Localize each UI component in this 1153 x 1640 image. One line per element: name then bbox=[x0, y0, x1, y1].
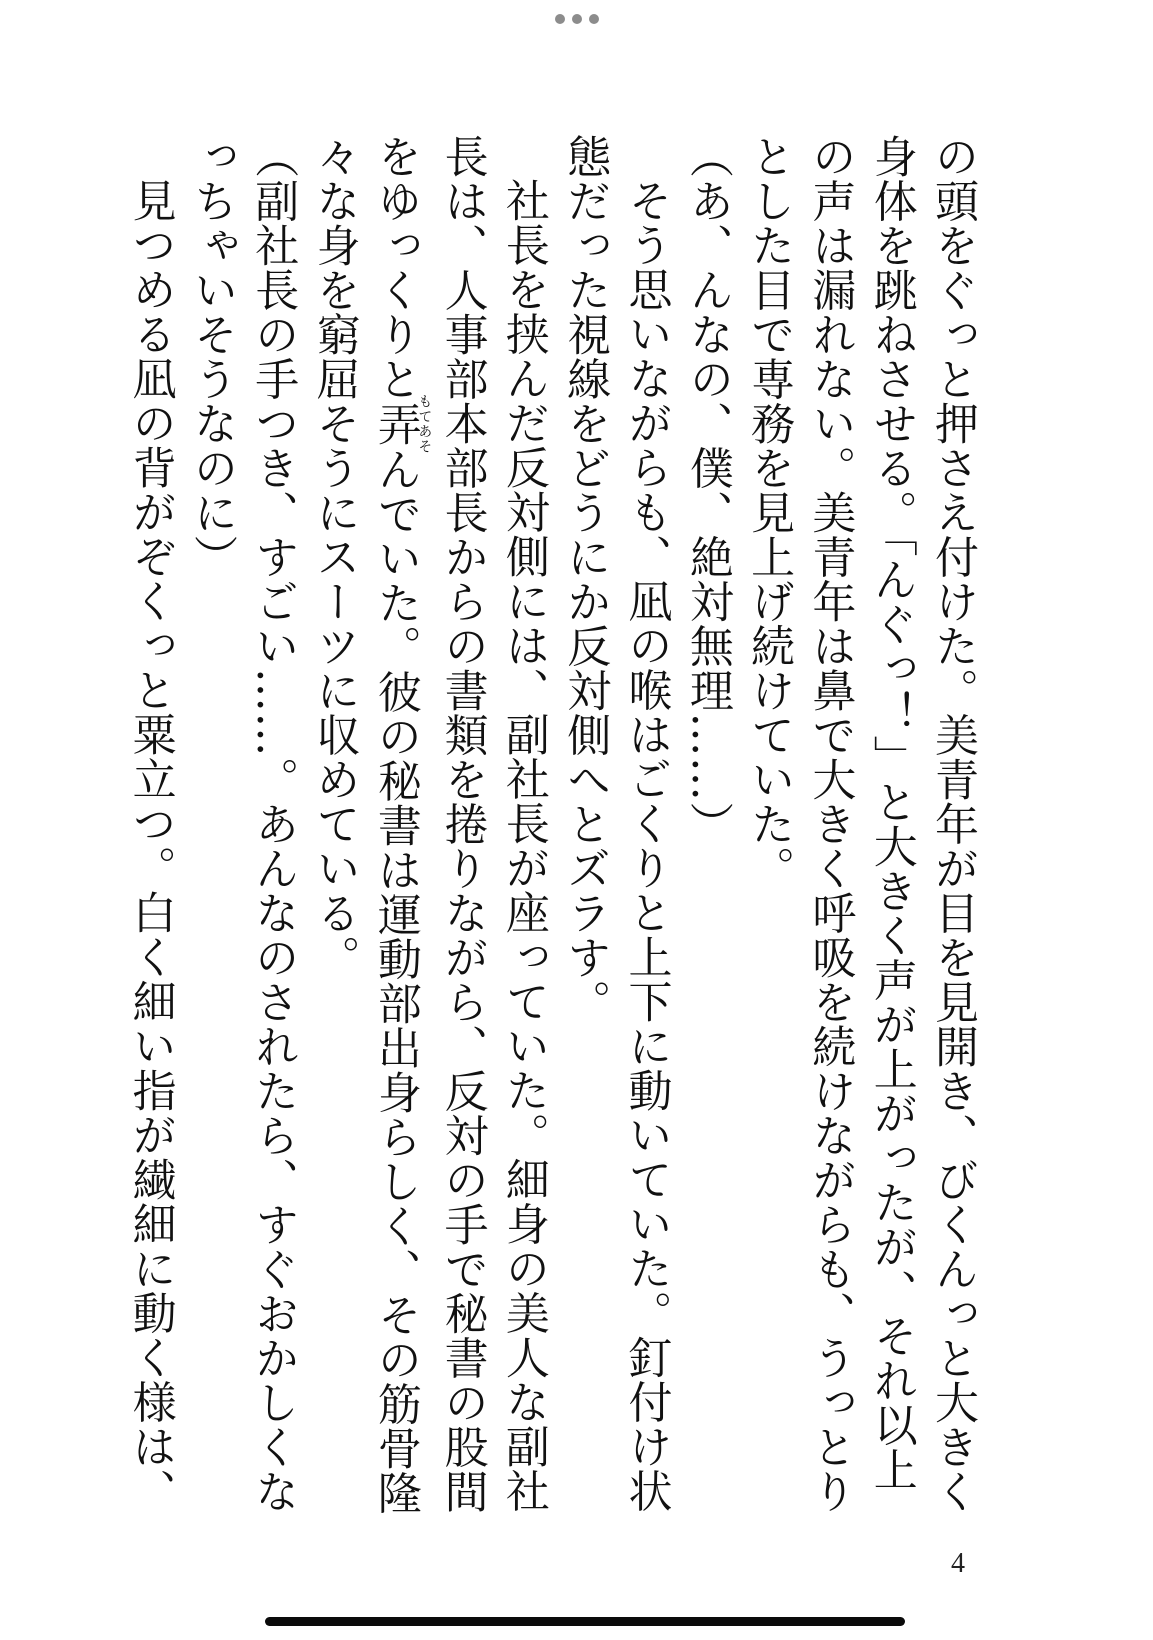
text-line: 態だった視線をどうにか反対側へとズラす。 bbox=[559, 134, 611, 1024]
dot-icon bbox=[589, 14, 599, 24]
text-segment: をゆっくりと bbox=[369, 134, 421, 401]
text-line: 見つめる凪の背がぞくっと粟立つ。白く細い指が繊細に動く様は、 bbox=[124, 178, 176, 1513]
book-text bbox=[119, 134, 983, 1515]
dot-icon bbox=[555, 14, 565, 24]
ruby-base: 弄 bbox=[369, 394, 421, 454]
text-line: 長は、人事部本部長からの書類を捲りながら、反対の手で秘書の股間 bbox=[436, 134, 488, 1514]
text-line: っちゃいそうなのに） bbox=[185, 134, 237, 579]
text-line: 身体を跳ねさせる。「んぐっ！」と大きく声が上がったが、それ以上 bbox=[865, 134, 917, 1492]
text-line: とした目で専務を見上げ続けていた。 bbox=[743, 134, 795, 891]
text-line: そう思いながらも、凪の喉はごくりと上下に動いていた。釘付け状 bbox=[620, 178, 672, 1513]
home-indicator[interactable] bbox=[265, 1617, 905, 1626]
text-line: の頭をぐっと押さえ付けた。美青年が目を見開き、びくんっと大きく bbox=[927, 134, 978, 1514]
text-line: の声は漏れない。美青年は鼻で大きく呼吸を続けながらも、うっとり bbox=[804, 134, 856, 1514]
more-options-icon[interactable] bbox=[555, 14, 599, 24]
ruby-word bbox=[369, 394, 433, 454]
text-line: 々な身を窮屈そうにスーツに収めている。 bbox=[308, 134, 360, 980]
text-line: 社長を挟んだ反対側には、副社長が座っていた。細身の美人な副社 bbox=[497, 178, 549, 1513]
text-segment: んでいた。彼の秘書は運動部出身らしく、その筋骨隆 bbox=[369, 447, 421, 1515]
dot-icon bbox=[572, 14, 582, 24]
text-line: （副社長の手つき、すごい……。あんなのされたら、すぐおかしくな bbox=[247, 134, 299, 1514]
ruby-reading: もてあそ bbox=[416, 394, 433, 454]
page-number: 4 bbox=[951, 1548, 965, 1579]
text-line: （あ、んなの、僕、絶対無理……） bbox=[681, 134, 733, 846]
text-line-with-ruby bbox=[365, 134, 433, 1515]
